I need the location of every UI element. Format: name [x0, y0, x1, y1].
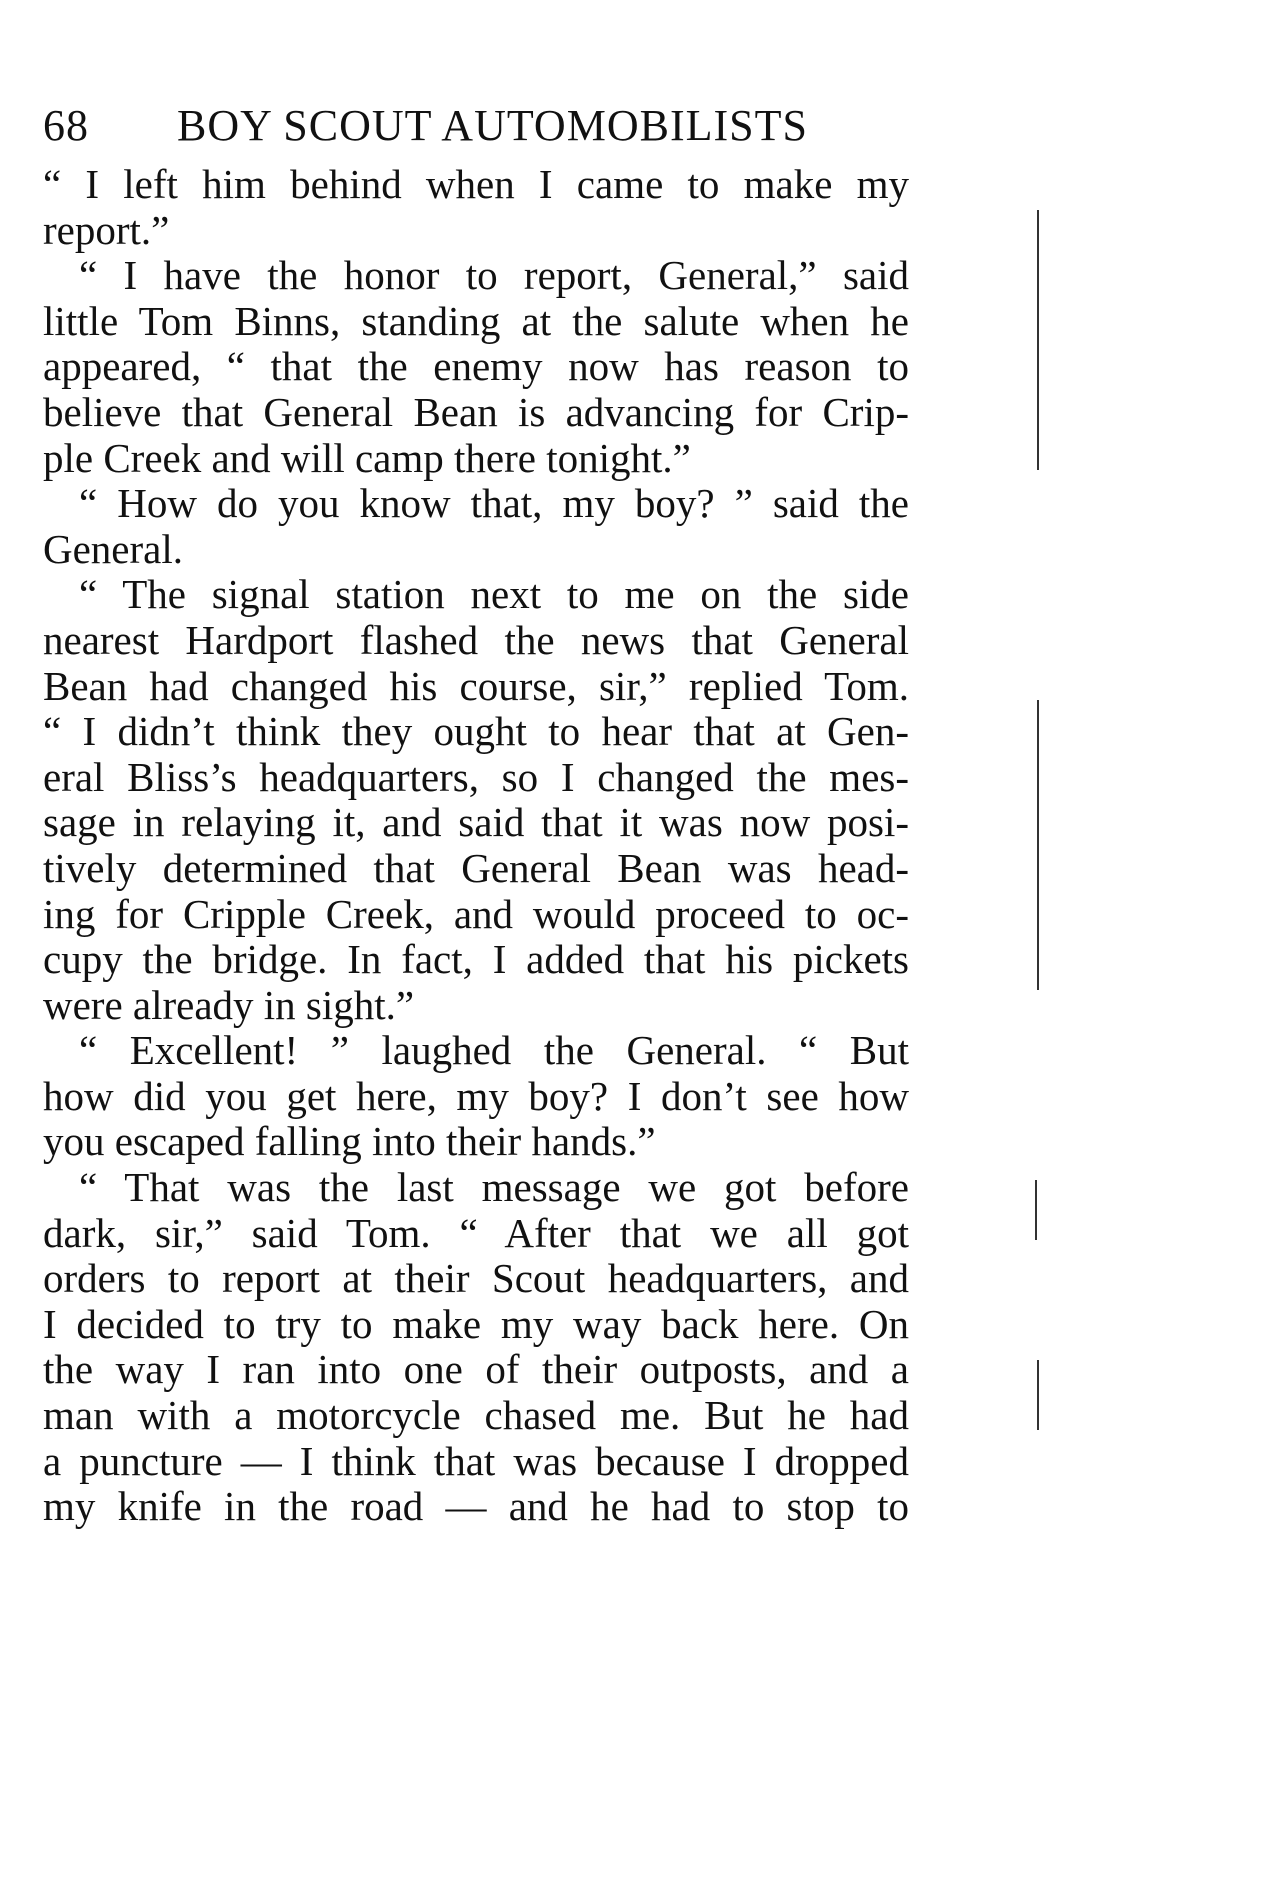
text-line: how did you get here, my boy? I don’t see how: [43, 1072, 909, 1119]
text-line: eral Bliss’s headquarters, so I changed the mes-: [43, 753, 909, 800]
edge-mark: [1037, 1360, 1039, 1430]
edge-mark: [1037, 740, 1039, 990]
text-line: little Tom Binns, standing at the salute when he: [43, 297, 909, 344]
text-line: man with a motorcycle chased me. But he had: [43, 1392, 909, 1439]
text-line: “ Excellent! ” laughed the General. “ But: [79, 1027, 909, 1074]
text-line: “ That was the last message we got before: [79, 1164, 909, 1211]
text-line: believe that General Bean is advancing for Crip-: [43, 388, 909, 435]
body-text: [43, 162, 909, 1530]
text-line: dark, sir,” said Tom. “ After that we all got: [43, 1209, 909, 1256]
text-line: the way I ran into one of their outposts, and a: [43, 1346, 909, 1393]
text-line: appeared, “ that the enemy now has reason to: [43, 343, 909, 390]
edge-mark: [1037, 210, 1039, 470]
text-line: tively determined that General Bean was head-: [43, 844, 909, 891]
page-edge-marks: [1035, 180, 1065, 1560]
text-line: I decided to try to make my way back here. On: [43, 1300, 909, 1347]
text-line: nearest Hardport flashed the news that General: [43, 616, 909, 663]
text-line: sage in relaying it, and said that it was now posi-: [43, 799, 909, 846]
text-line: cupy the bridge. In fact, I added that his pickets: [43, 936, 909, 983]
text-line: General.: [43, 525, 183, 572]
text-line: ple Creek and will camp there tonight.”: [43, 434, 691, 481]
text-line: report.”: [43, 206, 170, 253]
text-line: were already in sight.”: [43, 981, 415, 1028]
edge-mark: [1035, 1180, 1037, 1240]
text-line: “ How do you know that, my boy? ” said the: [79, 480, 909, 527]
text-line: a puncture — I think that was because I dropped: [43, 1437, 909, 1484]
text-line: “ I didn’t think they ought to hear that at Gen-: [43, 708, 909, 755]
text-line: “ The signal station next to me on the side: [79, 571, 909, 618]
running-head: [43, 96, 903, 156]
text-line: ing for Cripple Creek, and would proceed to oc-: [43, 890, 909, 937]
text-line: you escaped falling into their hands.”: [43, 1118, 656, 1165]
book-title: BOY SCOUT AUTOMOBILISTS: [177, 101, 808, 150]
page-number: 68: [43, 101, 89, 150]
text-line: Bean had changed his course, sir,” replied Tom.: [43, 662, 909, 709]
text-line: my knife in the road — and he had to stop to: [43, 1483, 909, 1530]
text-line: “ I have the honor to report, General,” said: [79, 252, 909, 299]
text-line: orders to report at their Scout headquarters, and: [43, 1255, 909, 1302]
text-line: “ I left him behind when I came to make my: [43, 161, 909, 207]
